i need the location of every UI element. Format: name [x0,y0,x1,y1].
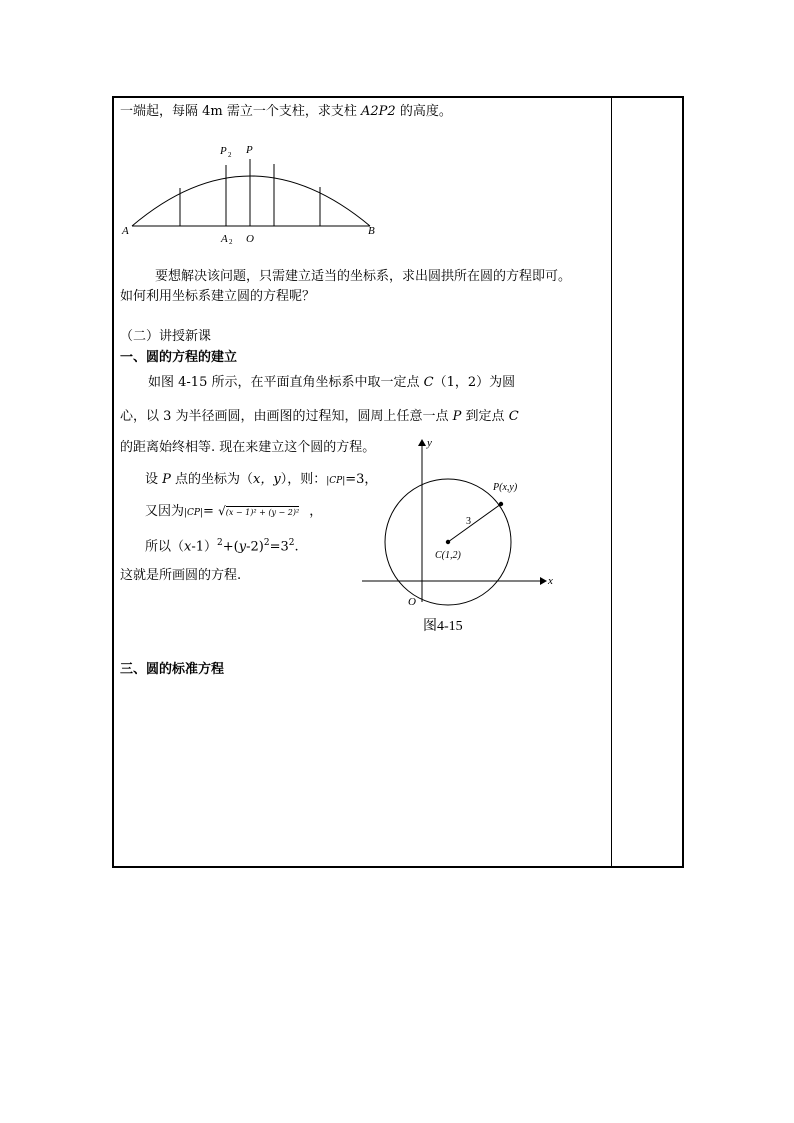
table-column-divider [611,96,612,868]
section-title: （二）讲授新课 [120,329,212,344]
intro-text: 一端起，每隔 4m 需立一个支柱，求支柱 [120,104,361,119]
deriv-var: x，y [253,472,281,487]
label-P: P [246,144,253,156]
deriv-cp: |CP| [326,476,346,486]
problem-line-1: 要想解决该问题，只需建立适当的坐标系，求出圆拱所在圆的方程即可。 [155,269,572,284]
figure-caption: 图4-15 [423,619,463,634]
label-O: O [246,233,254,245]
deriv-text: 所以（ [145,539,185,555]
deriv-text: =3， [345,472,378,487]
deriv-text: . [294,539,299,555]
deriv-text: ），则： [280,472,327,487]
label-A: A [122,225,129,237]
problem-line-2: 如何利用坐标系建立圆的方程呢？ [120,289,316,304]
para-text: 到定点 [461,409,509,424]
intro-variable: A2P2 [361,104,396,119]
sqrt-radical: √ [218,504,226,518]
para-var-p: P [452,409,462,424]
para-line-2 [120,409,519,425]
para-text: 如图 4-15 所示，在平面直角坐标系中取一定点 [148,375,424,390]
sqrt-radicand: (x − 1)² + (y − 2)² [225,508,300,517]
circle-figure [360,432,560,637]
para-line-1 [148,375,515,391]
deriv-sup: 2 [263,538,270,548]
x-axis-label: x [548,575,553,587]
deriv-sup: 2 [217,538,223,548]
para-text: 心，以 3 为半径画圆，由画图的过程知，圆周上任意一点 [120,409,453,424]
origin-label: O [408,596,416,608]
derivation-line-3 [145,535,299,555]
radius-label: 3 [466,516,471,527]
arch-figure [118,140,388,246]
label-P2: P [220,145,227,157]
para-text: （1，2）为圆 [433,375,516,390]
deriv-cp: |CP| [184,508,204,518]
heading-standard-equation: 三、圆的标准方程 [120,662,225,677]
deriv-var: P [162,472,171,487]
deriv-var: y [238,539,247,555]
deriv-text: -1） [191,539,218,555]
deriv-text: 点的坐标为（ [170,472,254,487]
label-B: B [368,225,375,237]
deriv-var: x [184,539,192,555]
para-line-3: 的距离始终相等. 现在来建立这个圆的方程。 [120,440,376,455]
deriv-text: +( [222,539,239,555]
point-p-label: P(x,y) [493,482,518,493]
derivation-line-1 [145,472,377,489]
intro-line [120,104,452,120]
deriv-text: -2) [246,539,264,555]
derivation-line-4: 这就是所画圆的方程. [120,568,242,583]
label-A2: A [221,233,228,245]
derivation-line-2 [145,503,322,521]
label-A2-sub: 2 [229,238,233,246]
deriv-sup: 2 [288,538,295,548]
intro-suffix: 的高度。 [395,104,452,119]
center-c-label: C(1,2) [435,550,461,561]
label-P2-sub: 2 [228,151,232,159]
deriv-text: ， [309,504,323,519]
para-var-c: C [508,409,519,424]
y-axis-label: y [427,437,432,449]
para-var-c: C [423,375,434,390]
heading-circle-equation: 一、圆的方程的建立 [120,350,238,365]
deriv-text: = [203,504,219,519]
deriv-text: =3 [269,539,289,555]
deriv-text: 设 [145,472,163,487]
deriv-text: 又因为 [145,504,185,519]
